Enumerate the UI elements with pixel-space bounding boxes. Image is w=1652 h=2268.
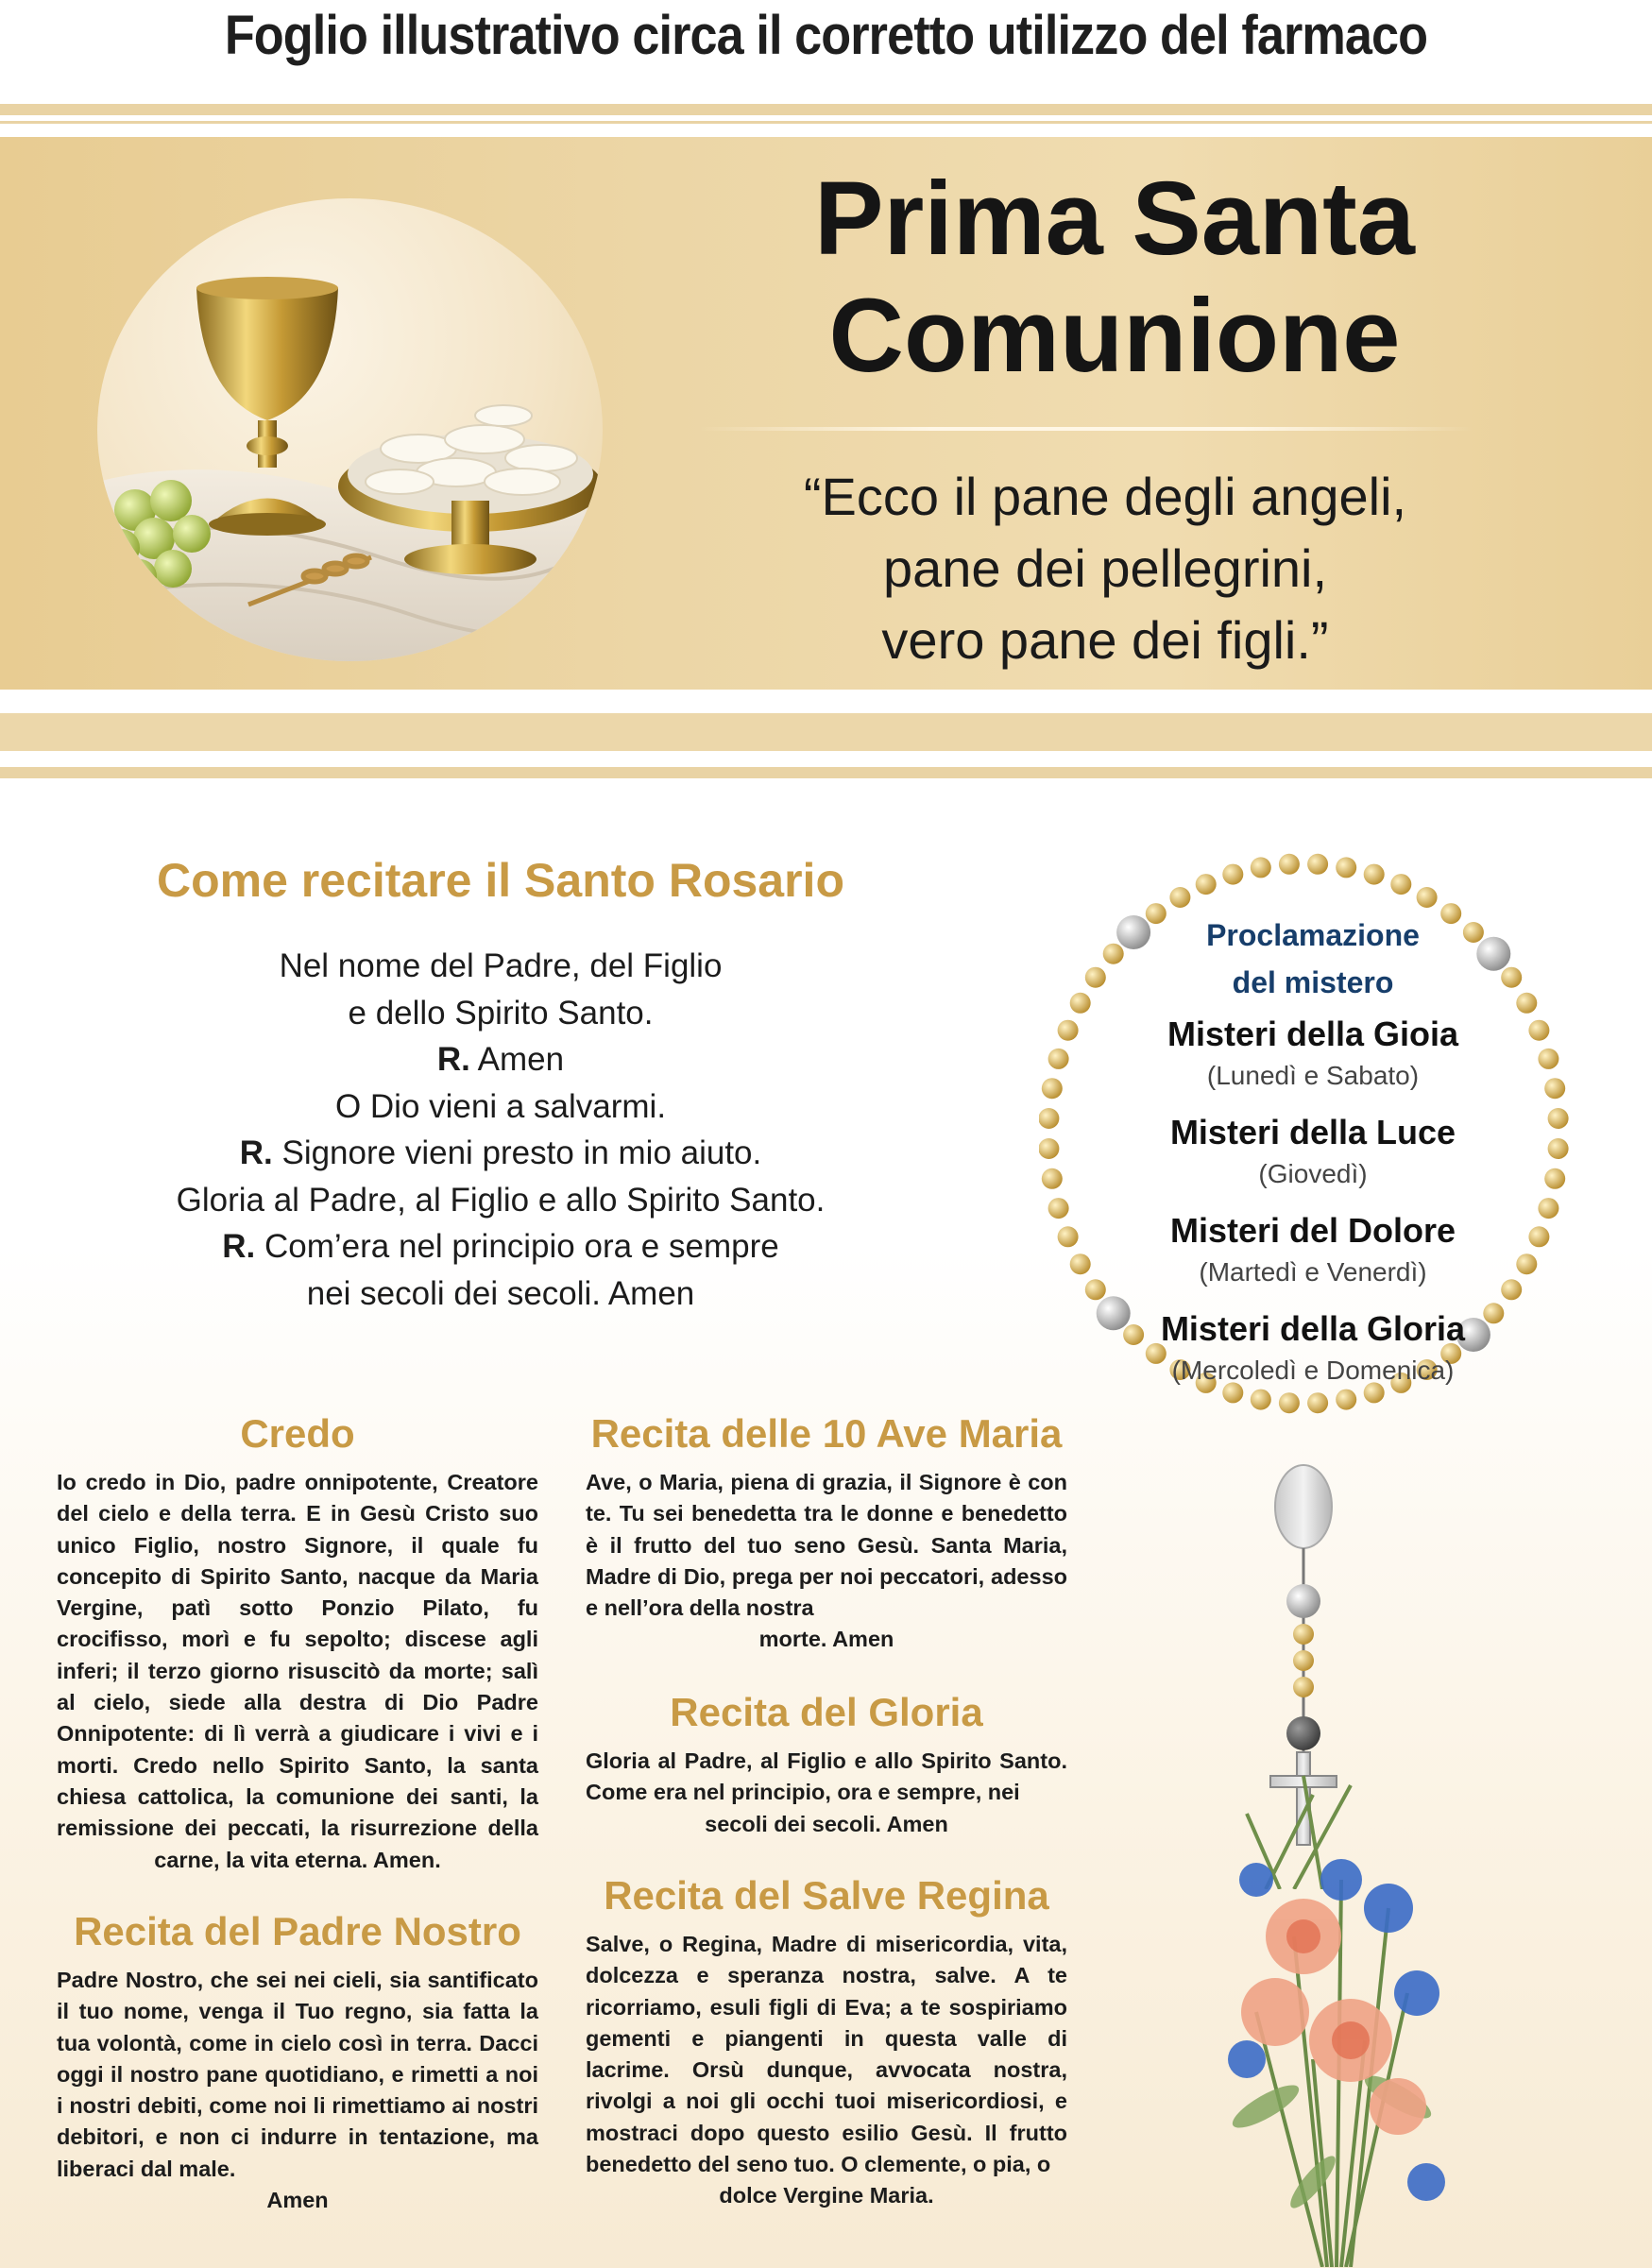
quote-line: pane dei pellegrini, <box>882 538 1328 598</box>
rosary-bead <box>1307 854 1328 875</box>
divider-stripe <box>0 713 1652 751</box>
mystery-name: Misteri della Gloria <box>1160 1309 1466 1348</box>
rosary-bead <box>1548 1108 1569 1129</box>
rosary-bead <box>1544 1168 1565 1189</box>
ave-maria-heading: Recita delle 10 Ave Maria <box>590 1411 1063 1456</box>
rosary-bead <box>1516 993 1537 1014</box>
rosary-bead <box>1279 1392 1300 1413</box>
rosary-bead <box>1417 887 1438 908</box>
rosary-bead <box>1058 1226 1079 1247</box>
rosary-heading: Come recitare il Santo Rosario <box>156 854 844 907</box>
rosary-bead <box>1222 864 1243 885</box>
quote-line: “Ecco il pane degli angeli, <box>803 467 1407 526</box>
title-line-2: Comunione <box>828 278 1401 394</box>
gloria-heading: Recita del Gloria <box>670 1690 983 1734</box>
rosary-bead <box>1279 854 1300 875</box>
mystery-label-line2: del mistero <box>1232 965 1394 999</box>
invocation-line: nei secoli dei secoli. Amen <box>306 1274 695 1312</box>
rosary-bead <box>1169 887 1190 908</box>
rosary-bead <box>1042 1168 1063 1189</box>
rosary-bead <box>1364 864 1385 885</box>
quote-line: vero pane dei figli.” <box>881 610 1329 670</box>
divider-stripe <box>0 104 1652 115</box>
quote <box>718 461 1492 676</box>
mystery-days: (Lunedì e Sabato) <box>1206 1061 1420 1090</box>
mystery-name: Misteri della Gioia <box>1167 1015 1459 1053</box>
chalice-photo <box>97 198 603 661</box>
rosary-bead <box>1251 1390 1271 1410</box>
rosary-bead <box>1390 874 1411 895</box>
rosary-bead <box>1251 857 1271 878</box>
rosary-bead <box>1336 857 1356 878</box>
invocation-line: e dello Spirito Santo. <box>348 994 654 1032</box>
credo-heading: Credo <box>240 1411 355 1456</box>
rosary-bead <box>1070 1253 1091 1274</box>
divider-stripe <box>0 767 1652 778</box>
flower-bouquet-icon <box>1200 1823 1455 2267</box>
rosary-bead <box>1042 1078 1063 1099</box>
rosary-bead <box>1307 1392 1328 1413</box>
leaflet-title: Foglio illustrativo circa il corretto utilizzo del farmaco <box>224 5 1428 66</box>
invocation-line: R. Com’era nel principio ora e sempre <box>222 1228 779 1265</box>
invocation-line: R. Amen <box>436 1041 565 1078</box>
rosary-bead <box>1039 1108 1059 1129</box>
credo-text: Io credo in Dio, padre onnipotente, Creatore del cielo e della terra. E in Gesù Cristo suo unico Figlio, nostro Signore, il quale fu concepito di Spirito Santo, nacque da Maria Vergine, patì sotto Ponzio Pilato, fu crocifisso, morì e fu sepolto; discese agli inferi; il terzo giorno risuscitò da morte; salì al cielo, siede alla destra di Dio Padre Onnipotente: di lì verrà a giudicare i vivi e i morti. Credo nello Spirito Santo, la santa chiesa cattolica, la comunione dei santi, la remissione dei peccati, la risurrezione della carne, la vita eterna. Amen. <box>57 1470 538 1872</box>
mystery-days: (Giovedì) <box>1258 1159 1368 1188</box>
rosary-bead <box>1058 1020 1079 1041</box>
invocation-line: Gloria al Padre, al Figlio e allo Spirito Santo. <box>176 1181 826 1219</box>
mystery-name: Misteri della Luce <box>1169 1113 1456 1151</box>
mystery-days: (Martedì e Venerdì) <box>1199 1257 1427 1287</box>
invocation-line: R. Signore vieni presto in mio aiuto. <box>239 1134 762 1171</box>
divider-stripe <box>0 121 1652 124</box>
rosary-bead <box>1070 993 1091 1014</box>
rosary-bead <box>1039 1138 1059 1159</box>
padre-nostro-heading: Recita del Padre Nostro <box>74 1909 521 1953</box>
mysteries-panel <box>1115 912 1511 1390</box>
rosary-bead <box>1048 1198 1069 1219</box>
rosary-bead <box>1528 1020 1549 1041</box>
ave-maria-text: Ave, o Maria, piena di grazia, il Signore è con te. Tu sei benedetta tra le donne e benedetto è il frutto del tuo seno Gesù. Santa Maria, Madre di Dio, prega per noi peccatori, adesso e nell’ora della nostra morte. Amen <box>586 1470 1067 1652</box>
invocations <box>104 943 897 1317</box>
page-title <box>718 161 1511 395</box>
mystery-days: (Mercoledì e Domenica) <box>1171 1356 1455 1385</box>
rosary-bead <box>1548 1138 1569 1159</box>
chalice-illustration <box>97 198 603 661</box>
title-rule <box>699 427 1473 431</box>
invocation-line: Nel nome del Padre, del Figlio <box>279 947 723 984</box>
title-line-1: Prima Santa <box>814 161 1415 277</box>
rosary-bead <box>1196 874 1217 895</box>
rosary-bead <box>1048 1049 1069 1069</box>
salve-regina-heading: Recita del Salve Regina <box>604 1873 1049 1918</box>
rosary-bead <box>1538 1049 1558 1069</box>
mystery-label-line1: Proclamazione <box>1206 918 1420 952</box>
mystery-name: Misteri del Dolore <box>1169 1211 1456 1250</box>
rosary-bead <box>1528 1226 1549 1247</box>
invocation-line: O Dio vieni a salvarmi. <box>334 1087 667 1125</box>
rosary-bead <box>1544 1078 1565 1099</box>
rosary-bead <box>1085 967 1106 988</box>
gloria-text: Gloria al Padre, al Figlio e allo Spirito Santo. Come era nel principio, ora e sempre, nei secoli dei secoli. Amen <box>586 1748 1067 1836</box>
rosary-bead <box>1085 1279 1106 1300</box>
rosary-bead <box>1538 1198 1558 1219</box>
rosary-bead <box>1336 1390 1356 1410</box>
rosary-bead <box>1516 1253 1537 1274</box>
salve-regina-text: Salve, o Regina, Madre di misericordia, vita, dolcezza e speranza nostra, salve. A te ricorriamo, esuli figli di Eva; a te sospiriamo gementi e piangenti in questa valle di lacrime. Orsù dunque, avvocata nostra, rivolgi a noi gli occhi tuoi misericordiosi, e mostraci dopo questo esilio Gesù. Il frutto benedetto del seno tuo. O clemente, o pia, o dolce Vergine Maria. <box>586 1932 1067 2208</box>
padre-nostro-text: Padre Nostro, che sei nei cieli, sia santificato il tuo nome, venga il Tuo regno, sia fatta la tua volontà, come in cielo così in terra. Dacci oggi il nostro pane quotidiano, e rimetti a noi i nostri debiti, come noi li rimettiamo ai nostri debitori, e non ci indurre in tentazione, ma liberaci dal male. Amen <box>57 1968 538 2213</box>
